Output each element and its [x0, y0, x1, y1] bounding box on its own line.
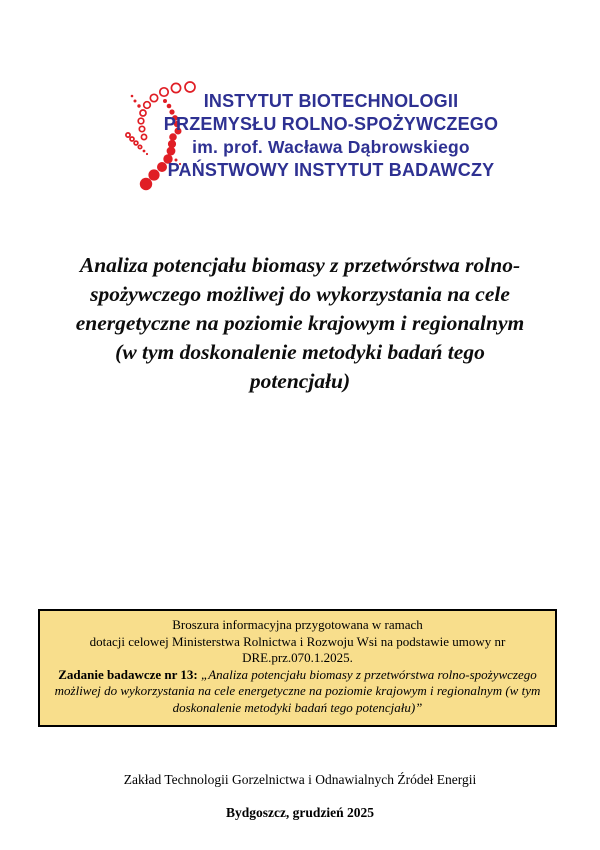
notice-task-label: Zadanie badawcze nr 13:	[58, 666, 198, 682]
notice-task-quote: „Analiza potencjału biomasy z przetwórstwa rolno-spożywczego możliwej do wykorzystania na cele energetyczne na poziomie krajowym i regionalnym (w tym doskonalenie metodyki badań tego potencjału)”	[54, 666, 541, 715]
institute-name-block	[150, 90, 512, 182]
notice-line-1: Broszura informacyjna przygotowana w ramach	[172, 617, 423, 632]
title-line-1: Analiza potencjału biomasy z przetwórstwa rolno-	[79, 253, 521, 277]
institute-name-line-2: PRZEMYSŁU ROLNO-SPOŻYWCZEGO	[163, 114, 499, 134]
place-and-date: Bydgoszcz, grudzień 2025	[225, 805, 375, 820]
notice-line-2: dotacji celowej Ministerstwa Rolnictwa i Rozwoju Wsi na podstawie umowy nr	[89, 633, 506, 649]
department-name: Zakład Technologii Gorzelnictwa i Odnawialnych Źródeł Energii	[123, 772, 477, 787]
document-title	[0, 251, 600, 396]
notice-line-3: DRE.prz.070.1.2025.	[242, 650, 353, 665]
title-line-2: spożywczego możliwej do wykorzystania na cele	[90, 282, 510, 306]
institute-name-line-4: PAŃSTWOWY INSTYTUT BADAWCZY	[167, 160, 495, 180]
title-line-5: potencjału)	[249, 369, 351, 393]
notice-task	[49, 667, 546, 717]
institute-name-line-1: INSTYTUT BIOTECHNOLOGII	[203, 91, 459, 111]
funding-notice-box	[38, 609, 557, 727]
title-line-4: (w tym doskonalenie metodyki badań tego	[115, 340, 485, 364]
title-line-3: energetyczne na poziomie krajowym i regionalnym	[75, 311, 525, 335]
institute-name-line-3: im. prof. Wacława Dąbrowskiego	[192, 137, 470, 157]
